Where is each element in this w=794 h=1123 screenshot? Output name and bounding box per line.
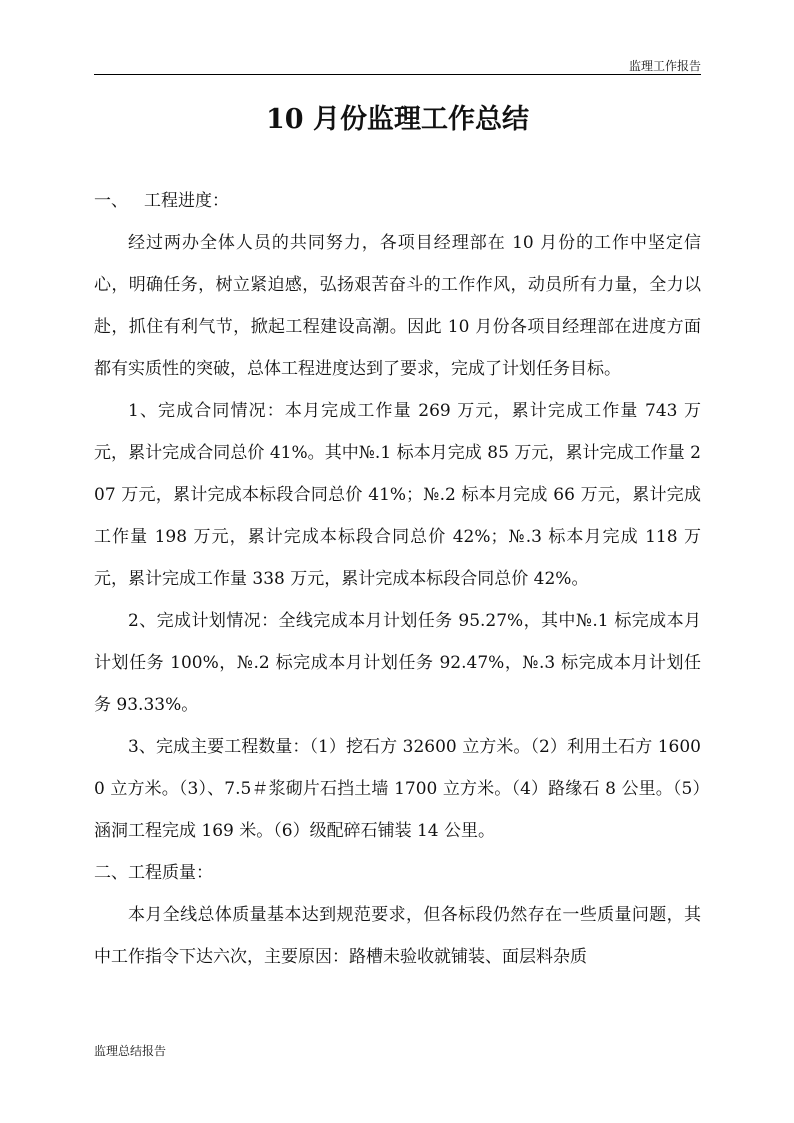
quality-paragraph: 本月全线总体质量基本达到规范要求，但各标段仍然存在一些质量问题，其中工作指令下达六次，主要原因：路槽未验收就铺装、面层料杂质 [94, 905, 701, 967]
header-text: 监理工作报告 [628, 59, 701, 73]
section-label: 工程进度： [144, 191, 229, 211]
contract-completion-paragraph: 1、完成合同情况：本月完成工作量 269 万元，累计完成工作量 743 万元，累计完成合同总价 41%。其中№.1 标本月完成 85 万元，累计完成工作量 207 万元，累计完成本标段合同总价 41%；№.2 标本月完成 66 万元，累计完成工作量 198 万元，累计完成本标段合同总价 42%；№.3 标本月完成 118 万元，累计完成工作量 338 万元，累计完成本标段合同总价 42%。 [94, 401, 701, 589]
work-quantity-paragraph: 3、完成主要工程数量：（1）挖石方 32600 立方米。（2）利用土石方 16000 立方米。（3）、7.5＃浆砌片石挡土墙 1700 立方米。（4）路缘石 8 公里。（5）涵洞工程完成 169 米。（6）级配碎石铺装 14 公里。 [94, 737, 701, 841]
page-footer: 监理总结报告 [94, 1044, 167, 1058]
document-body [94, 180, 701, 978]
plan-completion-paragraph: 2、完成计划情况：全线完成本月计划任务 95.27%，其中№.1 标完成本月计划任务 100%，№.2 标完成本月计划任务 92.47%，№.3 标完成本月计划任务 93.33%。 [94, 611, 701, 715]
progress-intro-paragraph: 经过两办全体人员的共同努力，各项目经理部在 10 月份的工作中坚定信心，明确任务，树立紧迫感，弘扬艰苦奋斗的工作作风，动员所有力量，全力以赴，抓住有利气节，掀起工程建设高潮。因此 10 月份各项目经理部在进度方面都有实质性的突破，总体工程进度达到了要求，完成了计划任务目标。 [94, 233, 701, 379]
section-number: 一、 [94, 191, 128, 211]
page-header [94, 58, 701, 75]
document-title: 10 月份监理工作总结 [266, 104, 529, 135]
section-heading-quality: 二、工程质量： [94, 863, 213, 883]
section-heading-progress [94, 180, 701, 222]
